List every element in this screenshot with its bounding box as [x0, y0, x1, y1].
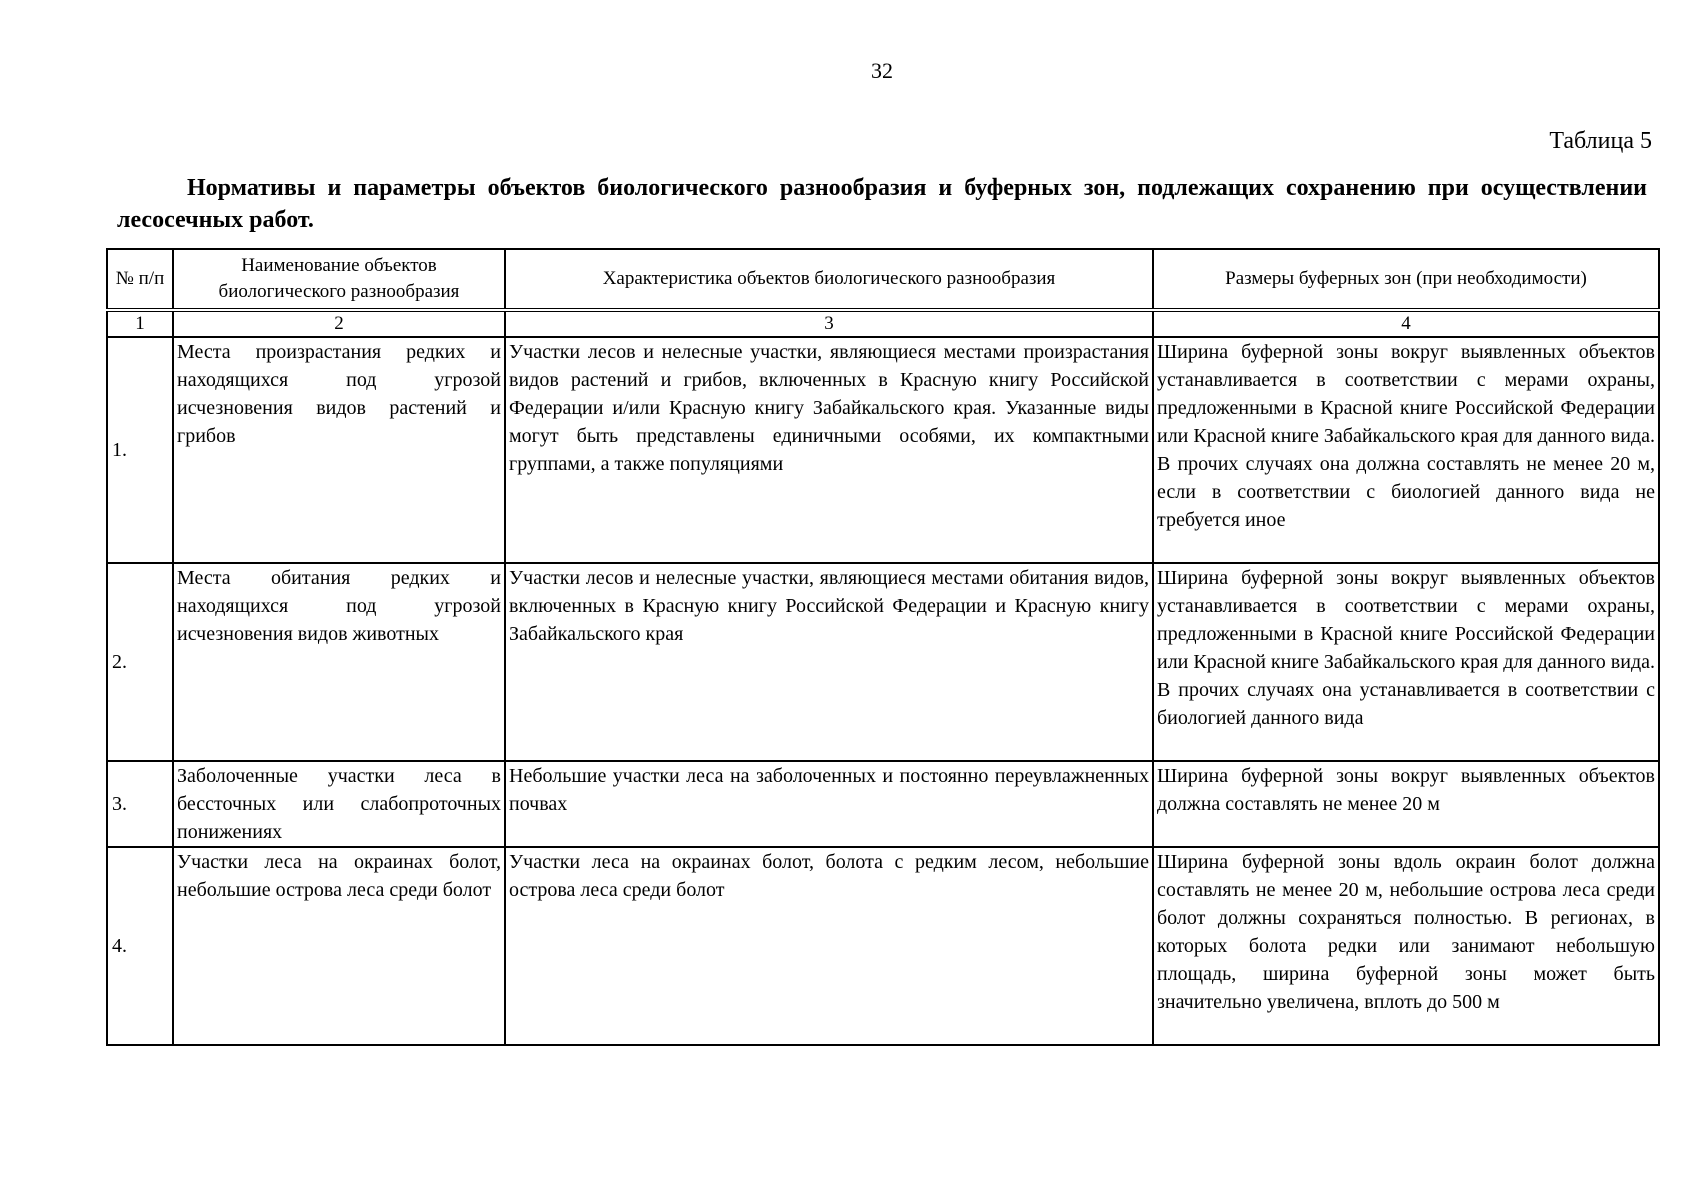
row-number: 1.	[107, 337, 173, 563]
header-characteristic: Характеристика объектов биологического разнообразия	[505, 249, 1153, 310]
row-object-name: Места произрастания редких и находящихся под угрозой исчезновения видов растений и грибов	[173, 337, 505, 563]
row-characteristic: Участки леса на окраинах болот, болота с редким лесом, небольшие острова леса среди болот	[505, 847, 1153, 1045]
norms-table	[106, 248, 1660, 1046]
column-number: 2	[173, 310, 505, 337]
row-buffer-size: Ширина буферной зоны вокруг выявленных объектов должна составлять не менее 20 м	[1153, 761, 1659, 847]
row-number: 3.	[107, 761, 173, 847]
column-number: 4	[1153, 310, 1659, 337]
header-object-name: Наименование объектов биологического разнообразия	[173, 249, 505, 310]
row-number: 4.	[107, 847, 173, 1045]
row-buffer-size: Ширина буферной зоны вокруг выявленных объектов устанавливается в соответствии с мерами охраны, предложенными в Красной книге Российской Федерации или Красной книге Забайкальского края для данного вида. В прочих случаях она должна составлять не менее 20 м, если в соответствии с биологией данного вида не требуется иное	[1153, 337, 1659, 563]
row-object-name: Места обитания редких и находящихся под угрозой исчезновения видов животных	[173, 563, 505, 761]
row-buffer-size: Ширина буферной зоны вокруг выявленных объектов устанавливается в соответствии с мерами охраны, предложенными в Красной книге Российской Федерации или Красной книге Забайкальского края для данного вида. В прочих случаях она устанавливается в соответствии с биологией данного вида	[1153, 563, 1659, 761]
table-row	[107, 563, 1659, 761]
header-number: № п/п	[107, 249, 173, 310]
table-label: Таблица 5	[1549, 128, 1652, 154]
column-number: 3	[505, 310, 1153, 337]
table-row	[107, 337, 1659, 563]
row-number: 2.	[107, 563, 173, 761]
row-characteristic: Небольшие участки леса на заболоченных и постоянно переувлажненных почвах	[505, 761, 1153, 847]
row-object-name: Участки леса на окраинах болот, небольшие острова леса среди болот	[173, 847, 505, 1045]
table-header-row	[107, 249, 1659, 310]
row-characteristic: Участки лесов и нелесные участки, являющиеся местами произрастания видов растений и грибов, включенных в Красную книгу Российской Федерации и/или Красную книгу Забайкальского края. Указанные виды могут быть представлены единичными особями, их компактными группами, а также популяциями	[505, 337, 1153, 563]
table-row	[107, 847, 1659, 1045]
page-number: 32	[871, 58, 893, 83]
column-number: 1	[107, 310, 173, 337]
row-buffer-size: Ширина буферной зоны вдоль окраин болот должна составлять не менее 20 м, небольшие острова леса среди болот должны сохраняться полностью. В регионах, в которых болота редки или занимают небольшую площадь, ширина буферной зоны может быть значительно увеличена, вплоть до 500 м	[1153, 847, 1659, 1045]
column-numbers-row	[107, 310, 1659, 337]
row-characteristic: Участки лесов и нелесные участки, являющиеся местами обитания видов, включенных в Красную книгу Российской Федерации и Красную книгу Забайкальского края	[505, 563, 1153, 761]
row-object-name: Заболоченные участки леса в бессточных или слабопроточных понижениях	[173, 761, 505, 847]
header-buffer-size: Размеры буферных зон (при необходимости)	[1153, 249, 1659, 310]
table-row	[107, 761, 1659, 847]
document-heading: Нормативы и параметры объектов биологического разнообразия и буферных зон, подлежащих сохранению при осуществлении лесосечных работ.	[117, 175, 1647, 233]
